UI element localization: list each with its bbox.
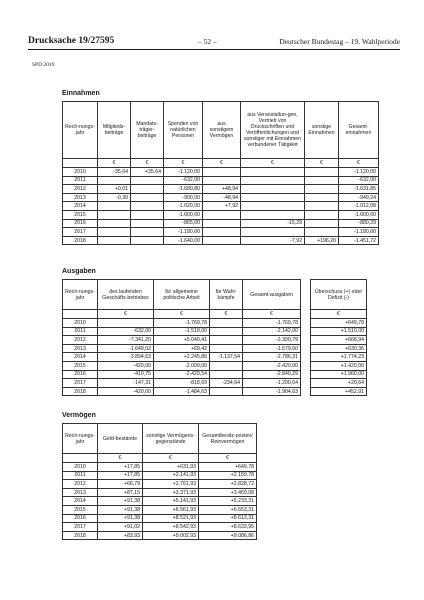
vermoegen-value-cell: +91,38: [98, 505, 143, 514]
ausgaben-unit-cell: [63, 310, 98, 319]
einnahmen-value-cell: +48,94: [203, 185, 241, 194]
einnahmen-unit-cell: €: [98, 159, 131, 168]
einnahmen-value-cell: -1.120,00: [339, 168, 379, 177]
einnahmen-year-cell: 2016: [63, 219, 98, 228]
ausgaben-value-cell: [210, 370, 243, 379]
einnahmen-col-header: sonstige Einnahmen: [305, 102, 339, 159]
ausgaben-value-cell: -1.904,63: [243, 387, 301, 396]
einnahmen-value-cell: [305, 168, 339, 177]
ausgaben-col-header: für allgemeine politische Arbeit: [154, 280, 210, 310]
einnahmen-year-cell: 2010: [63, 168, 98, 177]
einnahmen-value-cell: -632,00: [164, 176, 203, 185]
ausgaben-value-cell: -420,00: [98, 387, 154, 396]
vermoegen-year-cell: 2014: [63, 497, 98, 506]
einnahmen-value-cell: [98, 210, 131, 219]
ausgaben-value-cell: +1.510,00: [311, 327, 367, 336]
vermoegen-value-cell: +631,93: [143, 463, 199, 472]
einnahmen-year-cell: 2014: [63, 202, 98, 211]
column-gap: [301, 379, 311, 388]
vermoegen-value-cell: +91,02: [98, 523, 143, 532]
einnahmen-value-cell: [98, 228, 131, 237]
vermoegen-year-cell: 2010: [63, 463, 98, 472]
table-row: [63, 531, 257, 540]
ausgaben-value-cell: [210, 387, 243, 396]
ausgaben-header-row: [63, 280, 367, 310]
ausgaben-value-cell: +69,42: [154, 344, 210, 353]
ausgaben-value-cell: -3.894,63: [98, 353, 154, 362]
table-row: [63, 176, 379, 185]
einnahmen-year-cell: 2015: [63, 210, 98, 219]
vermoegen-col-header: Geld-bestände: [98, 424, 143, 454]
vermoegen-col-header: sonstige Vermögens-gegenstände: [143, 424, 199, 454]
table-row: [63, 370, 367, 379]
ausgaben-value-cell: +2.245,86: [154, 353, 210, 362]
einnahmen-unit-cell: €: [305, 159, 339, 168]
einnahmen-value-cell: [131, 210, 164, 219]
einnahmen-value-cell: [98, 176, 131, 185]
table-row: [63, 327, 367, 336]
vermoegen-unit-row: [63, 454, 257, 463]
ausgaben-value-cell: -1.137,54: [210, 353, 243, 362]
vermoegen-value-cell: +83,93: [98, 531, 143, 540]
ausgaben-value-cell: -1.579,60: [243, 344, 301, 353]
einnahmen-value-cell: [305, 176, 339, 185]
einnahmen-value-cell: [305, 210, 339, 219]
ausgaben-unit-row: [63, 310, 367, 319]
einnahmen-value-cell: +7,92: [203, 202, 241, 211]
party-year: SPD 2019: [32, 62, 55, 68]
vermoegen-value-cell: +6.561,93: [143, 505, 199, 514]
einnahmen-year-cell: 2013: [63, 193, 98, 202]
ausgaben-value-cell: -147,31: [98, 379, 154, 388]
vermoegen-year-cell: 2011: [63, 471, 98, 480]
vermoegen-value-cell: +3.459,08: [199, 488, 257, 497]
ausgaben-unit-cell: €: [210, 310, 243, 319]
vermoegen-value-cell: +9.002,93: [143, 531, 199, 540]
einnahmen-value-cell: +0,01: [98, 185, 131, 194]
vermoegen-value-cell: +8.521,93: [143, 514, 199, 523]
vermoegen-year-cell: 2015: [63, 505, 98, 514]
einnahmen-value-cell: -48,94: [203, 193, 241, 202]
einnahmen-value-cell: [203, 219, 241, 228]
ausgaben-unit-cell: €: [98, 310, 154, 319]
ausgaben-value-cell: +630,36: [311, 344, 367, 353]
ausgaben-value-cell: -2.420,00: [243, 361, 301, 370]
vermoegen-value-cell: +87,15: [98, 488, 143, 497]
ausgaben-value-cell: +5.040,41: [154, 336, 210, 345]
einnahmen-value-cell: +35,64: [131, 168, 164, 177]
ausgaben-value-cell: -818,69: [154, 379, 210, 388]
einnahmen-value-cell: -1.000,00: [339, 210, 379, 219]
ausgaben-value-cell: +668,94: [311, 336, 367, 345]
einnahmen-value-cell: -949,24: [339, 193, 379, 202]
ausgaben-value-cell: -1.649,02: [98, 344, 154, 353]
einnahmen-value-cell: [241, 228, 305, 237]
vermoegen-value-cell: +649,78: [199, 463, 257, 472]
ausgaben-value-cell: [210, 327, 243, 336]
table-row: [63, 480, 257, 489]
vermoegen-year-cell: 2016: [63, 514, 98, 523]
table-row: [63, 168, 379, 177]
ausgaben-value-cell: +1.960,00: [311, 370, 367, 379]
einnahmen-col-header: Mitglieds-beiträge: [98, 102, 131, 159]
einnahmen-value-cell: [131, 219, 164, 228]
einnahmen-value-cell: [241, 185, 305, 194]
table-row: [63, 185, 379, 194]
ausgaben-col-header: Rech-nungs-jahr: [63, 280, 98, 310]
ausgaben-value-cell: -2.786,31: [243, 353, 301, 362]
vermoegen-value-cell: +2.828,72: [199, 480, 257, 489]
einnahmen-value-cell: [98, 236, 131, 245]
vermoegen-year-cell: 2012: [63, 480, 98, 489]
vermoegen-value-cell: +5.233,31: [199, 497, 257, 506]
ausgaben-unit-cell: €: [243, 310, 301, 319]
einnahmen-value-cell: -0,30: [98, 193, 131, 202]
einnahmen-value-cell: -7,92: [241, 236, 305, 245]
vermoegen-value-cell: +5.141,93: [143, 497, 199, 506]
ausgaben-col-header: Gesamt-ausgaben: [243, 280, 301, 310]
ausgaben-value-cell: [98, 319, 154, 328]
einnahmen-value-cell: [305, 193, 339, 202]
vermoegen-unit-cell: €: [199, 454, 257, 463]
einnahmen-value-cell: [131, 185, 164, 194]
table-row: [63, 497, 257, 506]
ausgaben-value-cell: -1.510,00: [154, 327, 210, 336]
einnahmen-value-cell: [131, 228, 164, 237]
einnahmen-col-header: aus Veranstaltun-gen, Vertrieb von Druckschriften und Veröffentlichungen und sonstiger mit Einnahmen verbundener Tätigkeit: [241, 102, 305, 159]
einnahmen-col-header: Mandats-träger-beiträge: [131, 102, 164, 159]
vermoegen-value-cell: +91,38: [98, 497, 143, 506]
einnahmen-value-cell: -35,64: [98, 168, 131, 177]
einnahmen-value-cell: [131, 176, 164, 185]
table-row: [63, 344, 367, 353]
column-gap: [301, 319, 311, 328]
einnahmen-value-cell: [241, 202, 305, 211]
einnahmen-value-cell: -880,29: [339, 219, 379, 228]
einnahmen-col-header: Spenden von natürlichen Personen: [164, 102, 203, 159]
ausgaben-year-cell: 2018: [63, 387, 98, 396]
einnahmen-value-cell: -1.000,00: [164, 210, 203, 219]
vermoegen-value-cell: +8.613,31: [199, 514, 257, 523]
einnahmen-value-cell: [131, 202, 164, 211]
einnahmen-value-cell: [241, 176, 305, 185]
table-row: [63, 463, 257, 472]
einnahmen-unit-cell: €: [241, 159, 305, 168]
table-row: [63, 361, 367, 370]
column-gap: [301, 327, 311, 336]
ausgaben-unit-cell: €: [311, 310, 367, 319]
einnahmen-year-cell: 2012: [63, 185, 98, 194]
einnahmen-value-cell: [203, 168, 241, 177]
page-number: – 52 –: [198, 37, 217, 46]
einnahmen-value-cell: -865,00: [164, 219, 203, 228]
ausgaben-value-cell: -7.341,20: [98, 336, 154, 345]
einnahmen-unit-cell: €: [131, 159, 164, 168]
einnahmen-value-cell: [203, 176, 241, 185]
vermoegen-value-cell: +91,38: [98, 514, 143, 523]
parliament-period: Deutscher Bundestag – 19. Wahlperiode: [279, 37, 400, 46]
vermoegen-heading: Vermögen: [62, 412, 96, 419]
einnahmen-header-row: [63, 102, 379, 159]
einnahmen-value-cell: -1.180,00: [164, 228, 203, 237]
vermoegen-value-cell: +8.633,95: [199, 523, 257, 532]
ausgaben-year-cell: 2012: [63, 336, 98, 345]
einnahmen-value-cell: [305, 202, 339, 211]
table-row: [63, 228, 379, 237]
einnahmen-value-cell: [203, 228, 241, 237]
einnahmen-value-cell: -1.020,00: [164, 202, 203, 211]
einnahmen-value-cell: -632,00: [339, 176, 379, 185]
vermoegen-value-cell: +9.086,86: [199, 531, 257, 540]
ausgaben-value-cell: -2.142,00: [243, 327, 301, 336]
ausgaben-year-cell: 2013: [63, 344, 98, 353]
ausgaben-value-cell: -1.769,78: [243, 319, 301, 328]
einnahmen-value-cell: -1.180,00: [339, 228, 379, 237]
einnahmen-col-header: Rech-nungs-jahr: [63, 102, 98, 159]
einnahmen-heading: Einnahmen: [62, 90, 100, 97]
ausgaben-unit-cell: €: [154, 310, 210, 319]
ausgaben-value-cell: +20,64: [311, 379, 367, 388]
einnahmen-value-cell: [241, 193, 305, 202]
ausgaben-value-cell: -420,00: [98, 361, 154, 370]
einnahmen-unit-cell: €: [339, 159, 379, 168]
einnahmen-table: [62, 101, 379, 245]
ausgaben-value-cell: +1.774,23: [311, 353, 367, 362]
einnahmen-value-cell: -1.631,85: [339, 185, 379, 194]
table-row: [63, 505, 257, 514]
header-rule: [28, 49, 400, 50]
ausgaben-col-header: für Wahl-kämpfe: [210, 280, 243, 310]
vermoegen-table: [62, 423, 257, 540]
vermoegen-value-cell: +3.371,93: [143, 488, 199, 497]
einnahmen-value-cell: -1.451,72: [339, 236, 379, 245]
table-row: [63, 379, 367, 388]
column-gap: [301, 280, 311, 310]
vermoegen-value-cell: +2.141,93: [143, 471, 199, 480]
einnahmen-value-cell: -15,29: [241, 219, 305, 228]
column-gap: [301, 344, 311, 353]
table-row: [63, 336, 367, 345]
ausgaben-value-cell: [210, 344, 243, 353]
einnahmen-value-cell: [203, 236, 241, 245]
ausgaben-year-cell: 2014: [63, 353, 98, 362]
einnahmen-year-cell: 2018: [63, 236, 98, 245]
ausgaben-col-header: Überschuss (+) oder Defizit (-): [311, 280, 367, 310]
einnahmen-value-cell: [241, 210, 305, 219]
table-row: [63, 471, 257, 480]
ausgaben-value-cell: -234,64: [210, 379, 243, 388]
einnahmen-value-cell: [305, 219, 339, 228]
einnahmen-value-cell: -900,00: [164, 193, 203, 202]
table-row: [63, 236, 379, 245]
einnahmen-col-header: aus sonstigem Vermögen: [203, 102, 241, 159]
vermoegen-col-header: Rech-nungs-jahr: [63, 424, 98, 454]
ausgaben-value-cell: -2.429,54: [154, 370, 210, 379]
einnahmen-year-cell: 2011: [63, 176, 98, 185]
ausgaben-col-header: des laufenden Geschäfts-betriebes: [98, 280, 154, 310]
ausgaben-year-cell: 2010: [63, 319, 98, 328]
column-gap: [301, 361, 311, 370]
einnahmen-value-cell: [131, 193, 164, 202]
ausgaben-year-cell: 2011: [63, 327, 98, 336]
ausgaben-value-cell: [210, 319, 243, 328]
ausgaben-value-cell: -2.840,29: [243, 370, 301, 379]
einnahmen-value-cell: +196,20: [305, 236, 339, 245]
einnahmen-unit-cell: €: [164, 159, 203, 168]
column-gap: [301, 310, 311, 319]
ausgaben-year-cell: 2016: [63, 370, 98, 379]
ausgaben-year-cell: 2017: [63, 379, 98, 388]
ausgaben-value-cell: [210, 336, 243, 345]
einnahmen-value-cell: [98, 202, 131, 211]
einnahmen-value-cell: [305, 228, 339, 237]
einnahmen-value-cell: [203, 210, 241, 219]
table-row: [63, 523, 257, 532]
ausgaben-value-cell: +649,78: [311, 319, 367, 328]
einnahmen-value-cell: [131, 236, 164, 245]
vermoegen-value-cell: +17,85: [98, 463, 143, 472]
column-gap: [301, 370, 311, 379]
table-row: [63, 387, 367, 396]
table-row: [63, 514, 257, 523]
vermoegen-value-cell: +2.159,78: [199, 471, 257, 480]
vermoegen-header-row: [63, 424, 257, 454]
ausgaben-value-cell: -410,75: [98, 370, 154, 379]
ausgaben-value-cell: +1.420,00: [311, 361, 367, 370]
ausgaben-value-cell: -632,00: [98, 327, 154, 336]
column-gap: [301, 353, 311, 362]
table-row: [63, 319, 367, 328]
einnahmen-value-cell: [241, 168, 305, 177]
vermoegen-col-header: Gesamtbesitz-posten/ Reinvermögen: [199, 424, 257, 454]
einnahmen-col-header: Gesamt-einnahmen: [339, 102, 379, 159]
ausgaben-table: [62, 279, 367, 396]
column-gap: [301, 336, 311, 345]
vermoegen-year-cell: 2017: [63, 523, 98, 532]
einnahmen-value-cell: -1.680,80: [164, 185, 203, 194]
vermoegen-unit-cell: €: [143, 454, 199, 463]
ausgaben-value-cell: -2.300,79: [243, 336, 301, 345]
einnahmen-unit-cell: €: [203, 159, 241, 168]
vermoegen-value-cell: +66,79: [98, 480, 143, 489]
einnahmen-unit-row: [63, 159, 379, 168]
einnahmen-value-cell: -1.640,00: [164, 236, 203, 245]
vermoegen-year-cell: 2013: [63, 488, 98, 497]
vermoegen-value-cell: +17,85: [98, 471, 143, 480]
table-row: [63, 353, 367, 362]
table-row: [63, 210, 379, 219]
ausgaben-value-cell: [210, 361, 243, 370]
table-row: [63, 219, 379, 228]
document-number: Drucksache 19/27595: [28, 36, 115, 46]
ausgaben-value-cell: -1.484,63: [154, 387, 210, 396]
table-row: [63, 202, 379, 211]
vermoegen-unit-cell: [63, 454, 98, 463]
einnahmen-value-cell: [98, 219, 131, 228]
einnahmen-value-cell: -1.120,00: [164, 168, 203, 177]
ausgaben-year-cell: 2015: [63, 361, 98, 370]
ausgaben-heading: Ausgaben: [62, 268, 96, 275]
table-row: [63, 488, 257, 497]
einnahmen-value-cell: [305, 185, 339, 194]
table-row: [63, 193, 379, 202]
ausgaben-value-cell: -1.200,64: [243, 379, 301, 388]
vermoegen-value-cell: +2.761,93: [143, 480, 199, 489]
page-header: [28, 36, 400, 48]
einnahmen-unit-cell: [63, 159, 98, 168]
vermoegen-unit-cell: €: [98, 454, 143, 463]
vermoegen-value-cell: +6.653,31: [199, 505, 257, 514]
einnahmen-year-cell: 2017: [63, 228, 98, 237]
column-gap: [301, 387, 311, 396]
vermoegen-year-cell: 2018: [63, 531, 98, 540]
einnahmen-value-cell: -1.012,08: [339, 202, 379, 211]
ausgaben-value-cell: -1.769,78: [154, 319, 210, 328]
ausgaben-value-cell: -2.000,00: [154, 361, 210, 370]
vermoegen-value-cell: +8.542,93: [143, 523, 199, 532]
ausgaben-value-cell: +452,91: [311, 387, 367, 396]
